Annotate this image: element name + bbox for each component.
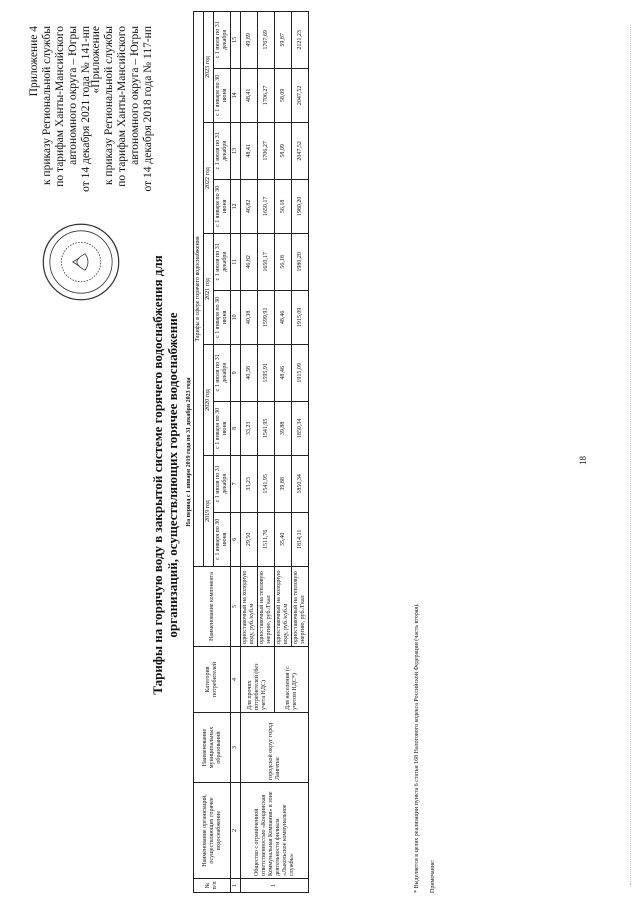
org-name: Общество с ограниченной ответственностью «Кондинская Коммунальная Компания» в зоне деятельности филиала «Лыкольское коммунальное службы» [241,783,309,879]
tariff-value: 35,40 [275,512,292,566]
tariff-value: 39,88 [275,401,292,455]
col-num: 8 [231,401,241,455]
tariff-value: 46,82 [241,234,258,291]
tariff-value: 29,50 [241,512,258,566]
tariff-value: 58,09 [275,68,292,122]
tariff-value: 58,09 [275,123,292,180]
municipality: городской округ город Лангепас [241,713,309,783]
tariff-value: 49,89 [241,12,258,69]
component: одноставочный на тепловую энергию, руб./Гкал [292,567,309,647]
appendix-prev-block [90,26,155,206]
tariff-value: 1980,20 [292,179,309,233]
tariff-value: 2047,52 [292,123,309,180]
tariff-table-wrap [186,11,309,893]
tariff-value: 40,38 [241,345,258,402]
tariff-value: 2047,52 [292,68,309,122]
col-num: 6 [231,512,241,566]
tariff-value: 1599,91 [258,290,275,344]
appendix-prev-line: по тарифам Ханты-Мансийского [116,26,128,187]
tariff-value: 1511,76 [258,512,275,566]
tariff-value: 1706,27 [258,123,275,180]
tariff-value: 46,82 [241,179,258,233]
tariff-value: 2121,23 [292,12,309,69]
col-num: 1 [231,879,241,893]
header-half: с 1 января по 30 июня [214,512,231,566]
tariff-value: 1706,27 [258,68,275,122]
col-num: 15 [231,12,241,69]
col-num: 11 [231,234,241,291]
component: одноставочный на холодную воду, руб./куб.м [275,567,292,647]
tariff-value: 48,41 [241,123,258,180]
appendix-prev-line: от 14 декабря 2018 года № 117-нп [142,26,154,192]
consumer-category: Для прочих потребителей (без учета НДС) [241,647,275,713]
tariff-table [193,11,309,893]
header-year: 2019 год [204,456,214,567]
tariff-value: 1980,20 [292,234,309,291]
tariff-value: 1850,34 [292,401,309,455]
col-num: 2 [231,783,241,879]
appendix-line: к приказу Региональной службы [41,26,53,186]
header-year: 2022 год [204,123,214,234]
appendix-prev-line: «Приложение [90,26,102,94]
tariff-value: 1767,69 [258,12,275,69]
tariff-value: 1541,95 [258,456,275,513]
col-num: 9 [231,345,241,402]
col-num: 13 [231,123,241,180]
header-tariffs: Тарифы в сфере горячего водоснабжения [194,12,204,567]
footnote: * Выделяется в целях реализации пункта 6 статьи 168 Налогового кодекса Российской Федерации (часть вторая). [414,603,420,893]
tariff-value: 33,23 [241,401,258,455]
header-year: 2020 год [204,345,214,456]
appendix-prev-line: к приказу Региональной службы [103,26,115,186]
col-num: 5 [231,567,241,647]
row-number: 1 [241,879,309,893]
header-half: с 1 июля по 31 декабря [214,456,231,513]
tariff-value: 48,41 [241,68,258,122]
header-half: с 1 января по 30 июня [214,290,231,344]
appendix-line: автономного округа – Югры [67,26,79,165]
header-half: с 1 июля по 31 декабря [214,123,231,180]
tariff-value: 56,18 [275,234,292,291]
tariff-value: 1650,17 [258,179,275,233]
header-year: 2023 год [204,12,214,123]
col-num: 12 [231,179,241,233]
column-number-row [231,12,241,893]
tariff-value: 1915,09 [292,345,309,402]
tariff-value: 40,38 [241,290,258,344]
col-num: 14 [231,68,241,122]
tariff-value: 59,87 [275,12,292,69]
tariff-value: 48,46 [275,345,292,402]
appendix-block [28,26,93,196]
document-title: Тарифы на горячую воду в закрытой системе горячего водоснабжения для организаций, осуществляющих горячее водоснабжение [150,255,180,695]
header-half: с 1 июля по 31 декабря [214,345,231,402]
col-num: 10 [231,290,241,344]
component: одноставочный на тепловую энергию, руб./Гкал [258,567,275,647]
col-num: 7 [231,456,241,513]
header-cat: Категория потребителей [194,647,231,713]
tariff-value: 1650,17 [258,234,275,291]
header-year: 2021 год [204,234,214,345]
header-half: с 1 июля по 31 декабря [214,12,231,69]
header-comp: Наименование компонента [194,567,231,647]
period-label: На период с 1 января 2019 года по 31 декабря 2023 года [186,377,192,527]
header-mun: Наименование муниципальных образований [194,713,231,783]
header-half: с 1 июля по 31 декабря [214,234,231,291]
tariff-value: 1595,91 [258,345,275,402]
component: одноставочный на холодную воду, руб./куб.м [241,567,258,647]
appendix-line: по тарифам Ханты-Мансийского [54,26,66,187]
tariff-value: 39,88 [275,456,292,513]
tariff-value: 1814,11 [292,512,309,566]
tariff-value: 33,23 [241,456,258,513]
header-half: с 1 января по 30 июня [214,179,231,233]
note-label: Примечание: [430,859,436,893]
col-num: 4 [231,647,241,713]
page-number: 18 [578,456,588,465]
consumer-category: Для населения (с учетом НДС*) [275,647,309,713]
header-half: с 1 января по 30 июня [214,401,231,455]
table-row [241,12,258,893]
header-n: № п/п [194,879,231,893]
official-seal-icon [40,221,122,303]
tariff-value: 1541,95 [258,401,275,455]
tariff-value: 1915,09 [292,290,309,344]
col-num: 3 [231,713,241,783]
tariff-value: 1850,34 [292,456,309,513]
margin-divider [630,25,631,885]
header-org: Наименование организаций, осуществляющих горячее водоснабжение [194,783,231,879]
header-half: с 1 января по 30 июня [214,68,231,122]
tariff-value: 56,18 [275,179,292,233]
appendix-prev-line: автономного округа – Югры [129,26,141,165]
appendix-line: Приложение 4 [28,26,40,97]
appendix-line: от 14 декабря 2021 года № 141-нп [80,26,92,192]
tariff-value: 48,46 [275,290,292,344]
